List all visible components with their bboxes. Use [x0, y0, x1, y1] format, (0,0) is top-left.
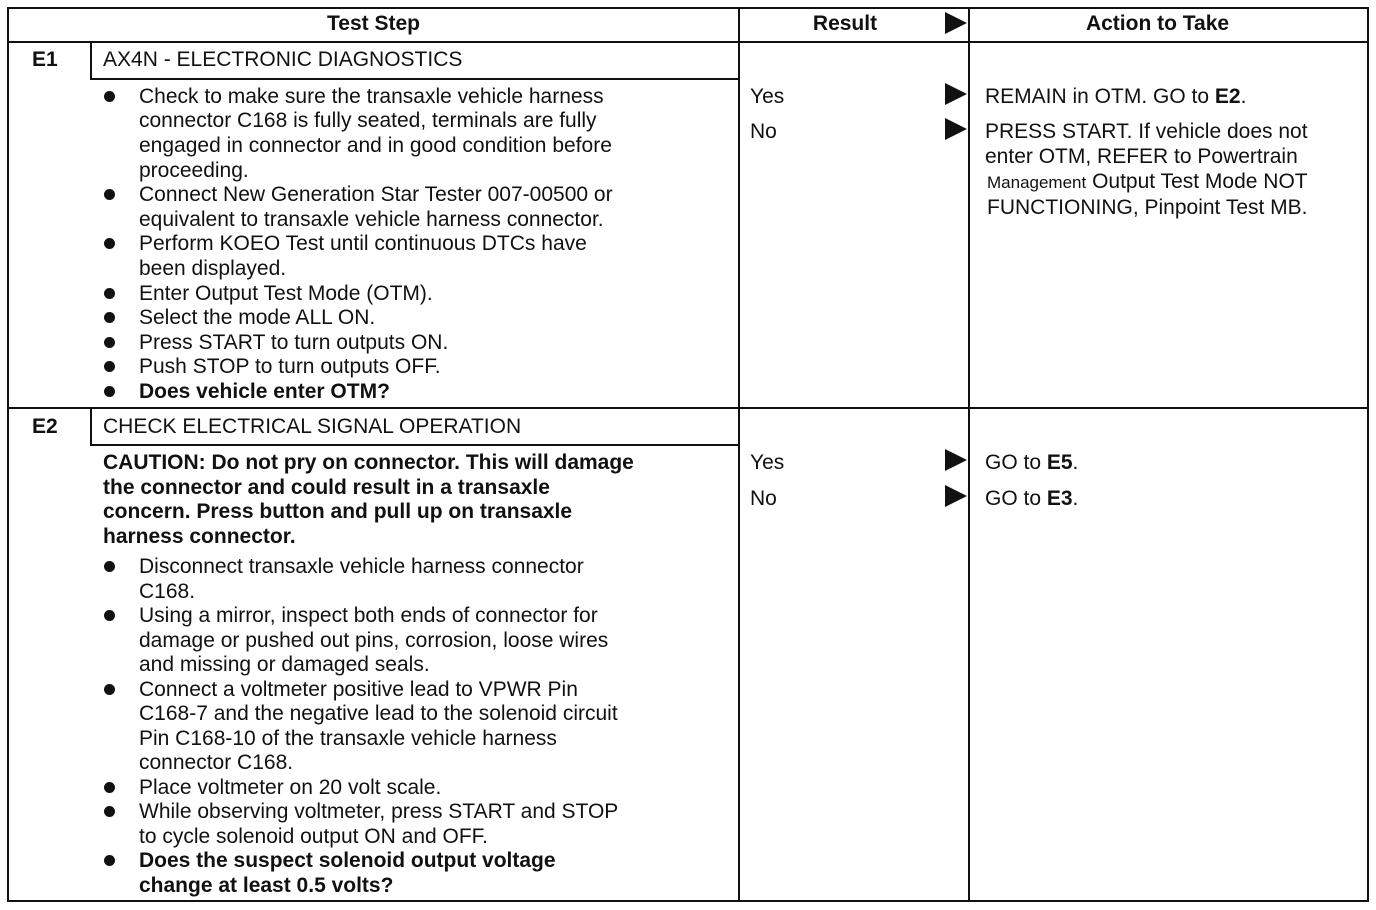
bullet-icon: [104, 288, 115, 299]
e1-bullet-text: Connect New Generation Star Tester 007-00500 or: [139, 183, 613, 206]
bullet-icon: [104, 855, 115, 866]
bullet-icon: [104, 386, 115, 397]
e2-bullet-text: connector C168.: [139, 751, 294, 774]
e2-step-title: CHECK ELECTRICAL SIGNAL OPERATION: [103, 415, 522, 438]
e1-result-yes: Yes: [750, 85, 785, 108]
bullet-icon: [104, 610, 115, 621]
bullet-icon: [104, 806, 115, 817]
e2-bullet-text: C168.: [139, 580, 196, 603]
e2-bullet-text: to cycle solenoid output ON and OFF.: [139, 825, 489, 848]
e1-question: Does vehicle enter OTM?: [139, 380, 390, 403]
e1-bullet-text: Press START to turn outputs ON.: [139, 331, 449, 354]
e1-result-no: No: [750, 120, 777, 143]
e1-action-yes: REMAIN in OTM. GO to E2.: [985, 85, 1247, 108]
bullet-icon: [104, 684, 115, 695]
e1-bullet-text: engaged in connector and in good condition before: [139, 134, 612, 157]
e1-step-id: E1: [32, 48, 58, 71]
e2-bullet-text: While observing voltmeter, press START and STOP: [139, 800, 619, 823]
e1-bullet-text: connector C168 is fully seated, terminals are fully: [139, 109, 597, 132]
bullet-icon: [104, 238, 115, 249]
bullet-icon: [104, 337, 115, 348]
e1-id-divider: [90, 41, 92, 80]
e2-title-underline: [91, 444, 739, 446]
caution-line: harness connector.: [103, 525, 296, 548]
header-arrow-icon: [945, 12, 967, 34]
e2-result-no: No: [750, 487, 777, 510]
arrow-icon: [945, 118, 967, 140]
e1-action-no-line: enter OTM, REFER to Powertrain: [985, 145, 1298, 168]
header-bottom-border: [7, 41, 1369, 43]
bullet-icon: [104, 312, 115, 323]
e1-bullet-text: Perform KOEO Test until continuous DTCs have: [139, 232, 587, 255]
e1-bullet-text: Check to make sure the transaxle vehicle harness: [139, 85, 604, 108]
arrow-icon: [945, 485, 967, 507]
e2-bullet-text: Disconnect transaxle vehicle harness connector: [139, 555, 584, 578]
header-result: Result: [812, 12, 878, 35]
table-bottom-border: [7, 900, 1369, 902]
caution-line: CAUTION: Do not pry on connector. This will damage: [103, 451, 634, 474]
bullet-icon: [104, 782, 115, 793]
e2-bullet-text: C168-7 and the negative lead to the solenoid circuit: [139, 702, 618, 725]
e1-action-no-line: FUNCTIONING, Pinpoint Test MB.: [987, 196, 1308, 219]
table-right-border: [1367, 7, 1369, 902]
e2-id-divider: [90, 407, 92, 446]
bullet-icon: [104, 561, 115, 572]
e2-action-no: GO to E3.: [985, 487, 1079, 510]
e2-bullet-text: Place voltmeter on 20 volt scale.: [139, 776, 442, 799]
e1-bullet-text: Push STOP to turn outputs OFF.: [139, 355, 441, 378]
table-left-border: [7, 7, 9, 902]
e2-bullet-text: Connect a voltmeter positive lead to VPWR Pin: [139, 678, 578, 701]
bullet-icon: [104, 361, 115, 372]
e2-bullet-text: and missing or damaged seals.: [139, 653, 430, 676]
header-test-step: Test Step: [327, 12, 420, 35]
e1-action-no-line: Management Output Test Mode NOT: [987, 170, 1308, 193]
e1-bullet-text: Enter Output Test Mode (OTM).: [139, 282, 433, 305]
e2-action-yes: GO to E5.: [985, 451, 1079, 474]
e2-question: change at least 0.5 volts?: [139, 874, 394, 897]
e1-bullet-text: been displayed.: [139, 257, 287, 280]
caution-line: the connector and could result in a transaxle: [103, 476, 550, 499]
bullet-icon: [104, 189, 115, 200]
bullet-icon: [104, 91, 115, 102]
e2-result-yes: Yes: [750, 451, 785, 474]
e1-bullet-text: Select the mode ALL ON.: [139, 306, 376, 329]
e1-title-underline: [91, 78, 739, 80]
e1-bullet-text: equivalent to transaxle vehicle harness connector.: [139, 208, 604, 231]
e1-bullet-text: proceeding.: [139, 159, 249, 182]
e2-bullet-text: Using a mirror, inspect both ends of connector for: [139, 604, 598, 627]
header-action: Action to Take: [1085, 12, 1230, 35]
e2-step-id: E2: [32, 415, 58, 438]
e2-bullet-text: Pin C168-10 of the transaxle vehicle harness: [139, 727, 557, 750]
row-divider-e2: [7, 407, 1369, 409]
e2-bullet-text: damage or pushed out pins, corrosion, loose wires: [139, 629, 609, 652]
column-divider-action: [968, 7, 970, 902]
arrow-icon: [945, 83, 967, 105]
e2-question: Does the suspect solenoid output voltage: [139, 849, 556, 872]
e1-step-title: AX4N - ELECTRONIC DIAGNOSTICS: [103, 48, 463, 71]
arrow-icon: [945, 449, 967, 471]
caution-line: concern. Press button and pull up on transaxle: [103, 500, 573, 523]
e1-action-no-line: PRESS START. If vehicle does not: [985, 120, 1308, 143]
column-divider-result: [738, 7, 740, 902]
table-top-border: [7, 7, 1369, 9]
